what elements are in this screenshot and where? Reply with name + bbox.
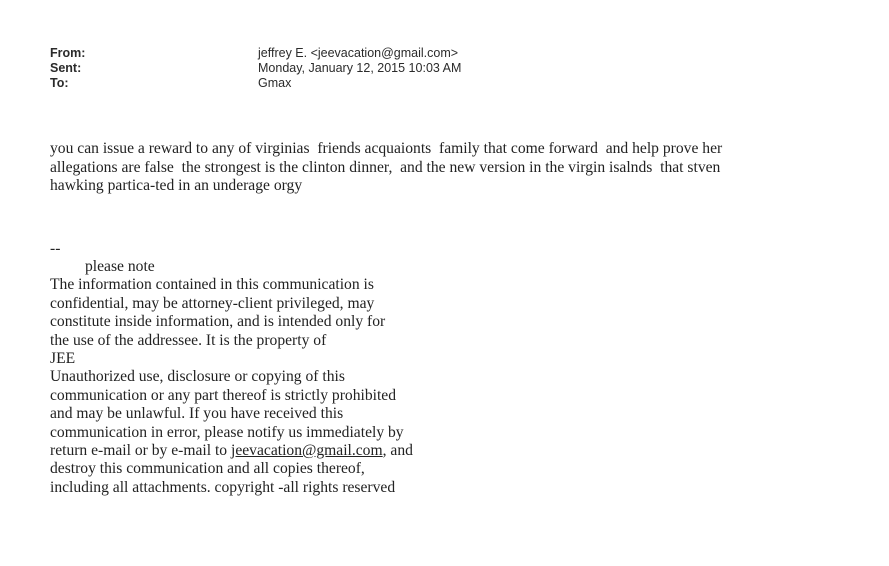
from-label: From: bbox=[50, 46, 86, 60]
sent-value: Monday, January 12, 2015 10:03 AM bbox=[258, 61, 462, 75]
disclaimer-line: constitute inside information, and is intended only for bbox=[50, 313, 386, 331]
return-line-suffix: , and bbox=[382, 442, 413, 460]
to-label: To: bbox=[50, 76, 69, 90]
disclaimer-line: communication or any part thereof is strictly prohibited bbox=[50, 386, 397, 404]
body-line: you can issue a reward to any of virginias friends acquaionts family that come forward and help prove her bbox=[50, 140, 723, 157]
disclaimer-line: JEE bbox=[50, 350, 76, 368]
email-signature bbox=[50, 240, 413, 497]
disclaimer-line: including all attachments. copyright -all rights reserved bbox=[50, 478, 396, 496]
to-value: Gmax bbox=[258, 76, 292, 90]
disclaimer-line: Unauthorized use, disclosure or copying of this bbox=[50, 368, 345, 386]
body-line: hawking partica-ted in an underage orgy bbox=[50, 177, 303, 194]
return-email-line bbox=[50, 442, 413, 460]
body-line: allegations are false the strongest is the clinton dinner, and the new version in the virgin isalnds that stven bbox=[50, 158, 721, 176]
please-note: please note bbox=[85, 258, 155, 275]
email-link[interactable]: jeevacation@gmail.com bbox=[231, 442, 383, 460]
sent-label: Sent: bbox=[50, 61, 82, 75]
to-row bbox=[50, 76, 461, 91]
disclaimer-line: communication in error, please notify us immediately by bbox=[50, 423, 404, 441]
email-header bbox=[50, 46, 461, 91]
email-body bbox=[50, 140, 850, 196]
disclaimer-line: the use of the addressee. It is the property of bbox=[50, 331, 327, 349]
disclaimer-line: confidential, may be attorney-client privileged, may bbox=[50, 294, 375, 312]
from-row bbox=[50, 46, 461, 61]
disclaimer-line: The information contained in this communication is bbox=[50, 276, 374, 294]
sent-row bbox=[50, 61, 461, 76]
from-value: jeffrey E. <jeevacation@gmail.com> bbox=[258, 46, 459, 60]
disclaimer-line: and may be unlawful. If you have received this bbox=[50, 405, 344, 423]
disclaimer-line: destroy this communication and all copies thereof, bbox=[50, 460, 365, 478]
signature-separator: -- bbox=[50, 240, 61, 257]
return-line-prefix: return e-mail or by e-mail to bbox=[50, 442, 231, 460]
